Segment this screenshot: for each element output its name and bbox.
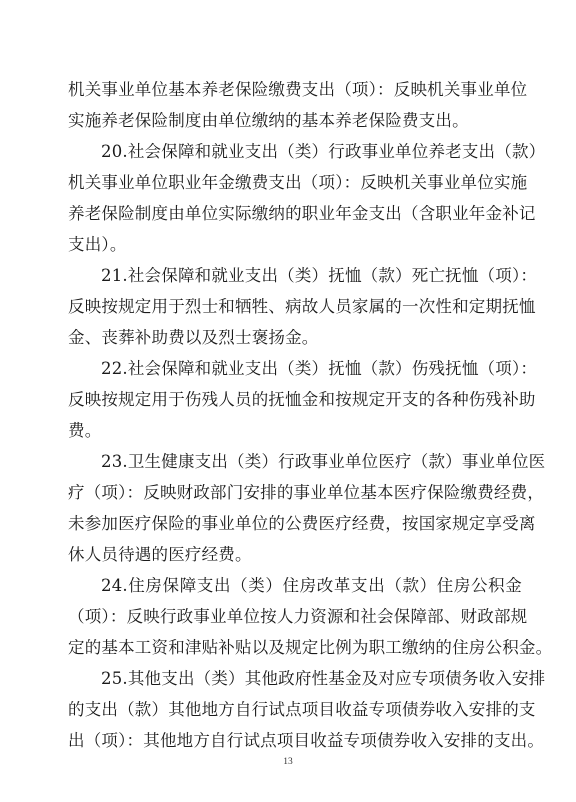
document-body	[68, 74, 553, 756]
paragraph-21	[68, 260, 538, 353]
paragraph-23	[68, 446, 546, 570]
paragraph-24	[68, 570, 553, 663]
text-line: 金、丧葬补助费以及烈士褒扬金。	[68, 328, 319, 347]
text-line: （项）：反映行政事业单位按人力资源和社会保障部、财政部规	[68, 607, 528, 626]
text-line: 21.社会保障和就业支出（类）抚恤（款）死亡抚恤（项）：	[101, 266, 538, 285]
text-line: 养老保险制度由单位实际缴纳的职业年金支出（含职业年金补记	[68, 204, 536, 223]
text-line: 24.住房保障支出（类）住房改革支出（款）住房公积金	[101, 576, 522, 595]
text-line: 支出）。	[68, 235, 127, 254]
text-line: 出（项）：其他地方自行试点项目收益专项债券收入安排的支出。	[68, 731, 545, 750]
text-line: 疗（项）：反映财政部门安排的事业单位基本医疗保险缴费经费，	[68, 483, 545, 502]
paragraph-22	[68, 353, 538, 446]
text-line: 机关事业单位基本养老保险缴费支出（项）：反映机关事业单位	[68, 80, 528, 99]
text-line: 23.卫生健康支出（类）行政事业单位医疗（款）事业单位医	[101, 452, 546, 471]
paragraph-20	[68, 136, 546, 260]
page-number: 13	[283, 757, 293, 767]
paragraph-25	[68, 663, 546, 756]
text-line: 机关事业单位职业年金缴费支出（项）：反映机关事业单位实施	[68, 173, 528, 192]
text-line: 22.社会保障和就业支出（类）抚恤（款）伤残抚恤（项）：	[101, 359, 538, 378]
text-line: 定的基本工资和津贴补贴以及规定比例为职工缴纳的住房公积金。	[68, 638, 553, 657]
text-line: 费。	[68, 421, 102, 440]
text-line: 25.其他支出（类）其他政府性基金及对应专项债务收入安排	[101, 669, 546, 688]
text-line: 未参加医疗保险的事业单位的公费医疗经费，按国家规定享受离	[68, 514, 536, 533]
text-line: 实施养老保险制度由单位缴纳的基本养老保险费支出。	[68, 111, 469, 130]
text-line: 的支出（款）其他地方自行试点项目收益专项债券收入安排的支	[68, 700, 536, 719]
text-line: 20.社会保障和就业支出（类）行政事业单位养老支出（款）	[101, 142, 546, 161]
paragraph-19-continued	[68, 74, 528, 136]
text-line: 反映按规定用于烈士和牺牲、病故人员家属的一次性和定期抚恤	[68, 297, 536, 316]
text-line: 休人员待遇的医疗经费。	[68, 545, 252, 564]
text-line: 反映按规定用于伤残人员的抚恤金和按规定开支的各种伤残补助	[68, 390, 536, 409]
